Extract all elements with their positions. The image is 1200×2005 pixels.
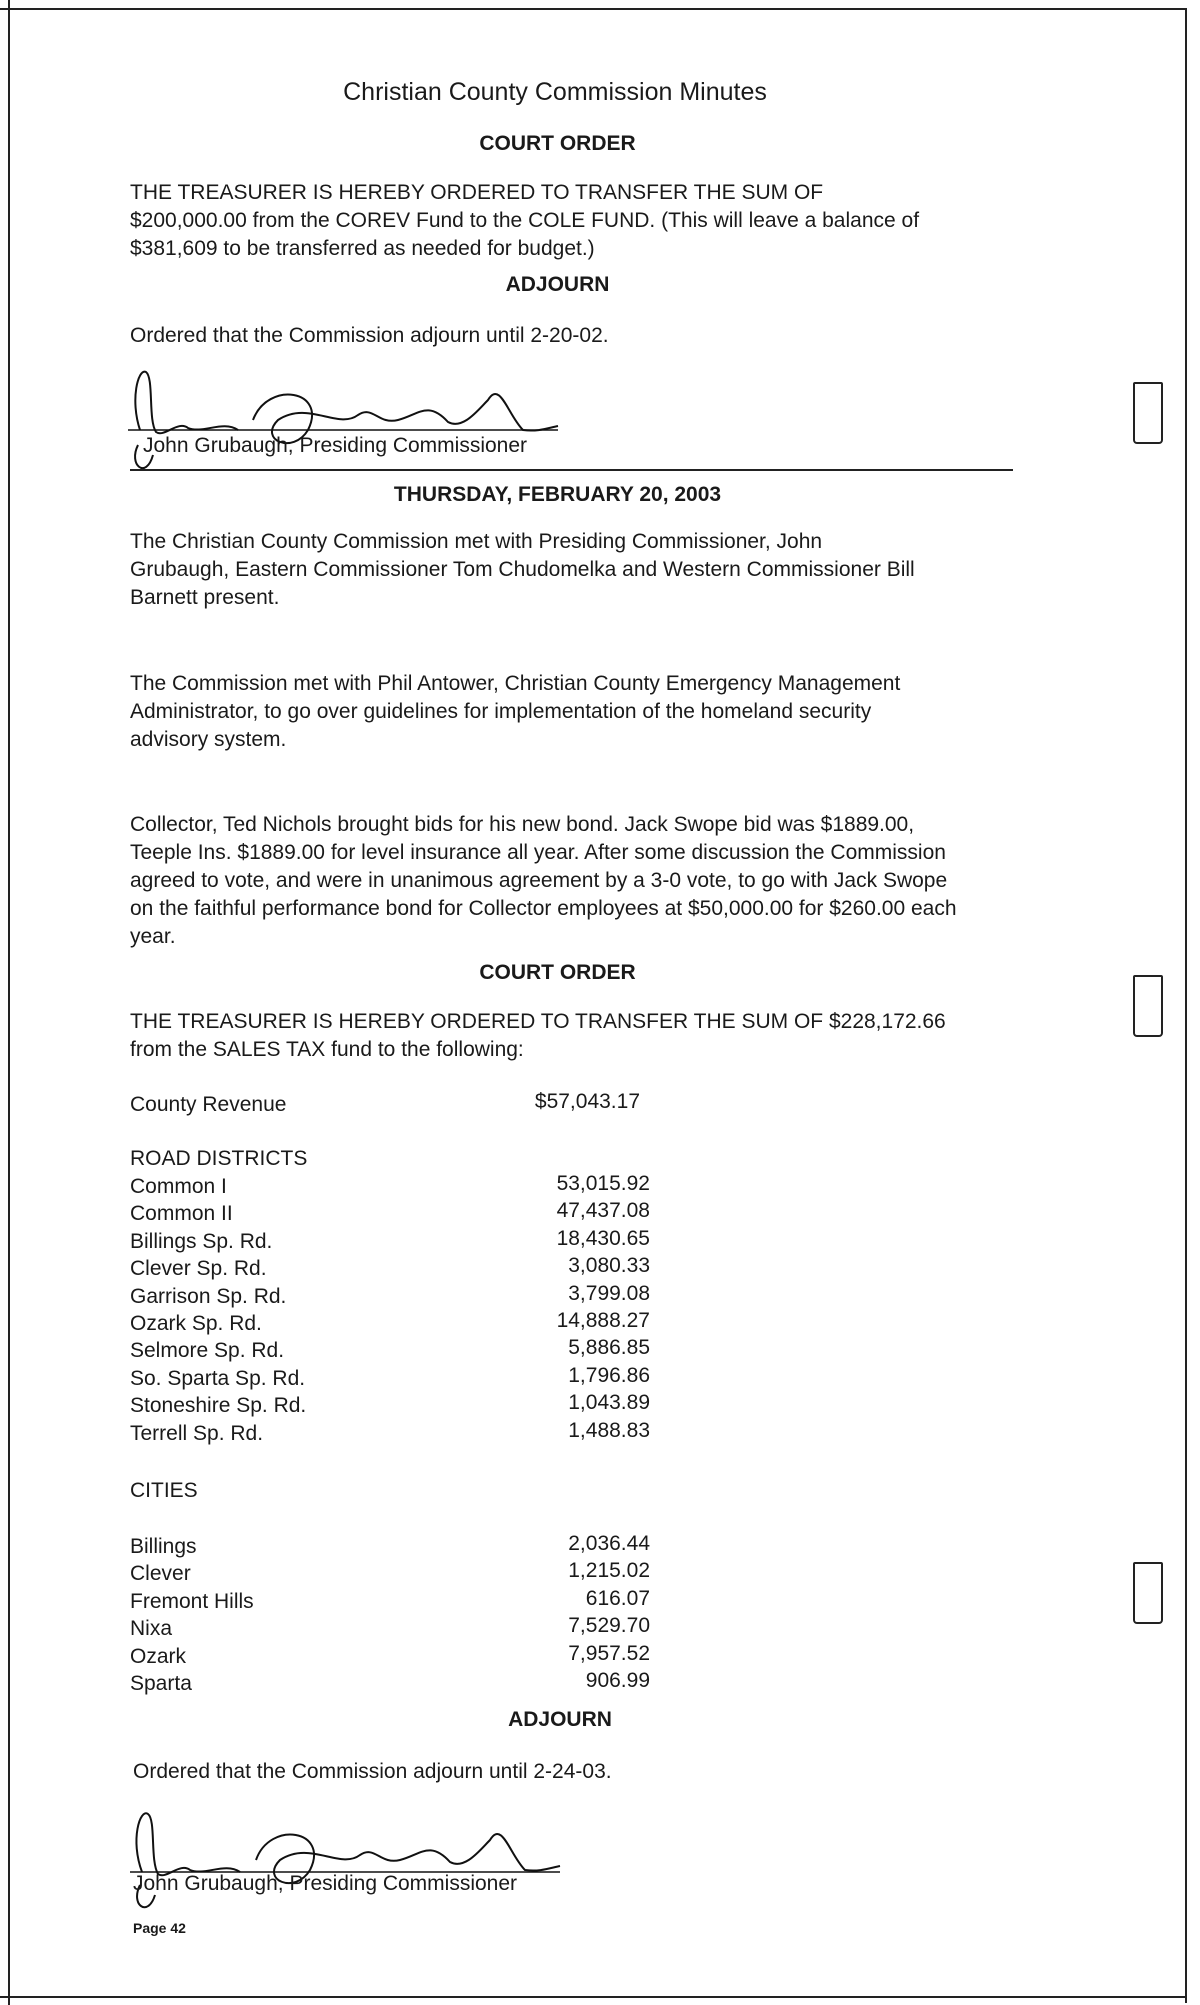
road-district-label: Clever Sp. Rd.	[130, 1257, 267, 1281]
court-order-text: THE TREASURER IS HEREBY ORDERED TO TRANSFER THE SUM OF $200,000.00 from the COREV Fund to the COLE FUND. (This will leave a balance of $381,609 to be transferred as needed for budget.)	[130, 181, 920, 260]
road-district-label: So. Sparta Sp. Rd.	[130, 1366, 306, 1390]
road-district-label: Common I	[130, 1175, 227, 1198]
city-label: Clever	[130, 1562, 191, 1586]
city-value: 906.99	[585, 1669, 650, 1692]
page-border-top	[0, 8, 1185, 10]
cities-heading: CITIES	[130, 1479, 198, 1502]
city-label: Nixa	[130, 1617, 173, 1641]
city-value: 1,215.02	[568, 1559, 650, 1583]
road-district-label: Billings Sp. Rd.	[130, 1229, 273, 1253]
city-label: Ozark	[130, 1644, 187, 1668]
city-value: 616.07	[585, 1586, 650, 1610]
road-district-value: 1,796.86	[568, 1363, 650, 1387]
adjourn-2-text: Ordered that the Commission adjourn until 2-24-03.	[133, 1760, 612, 1783]
road-district-value: 3,799.08	[568, 1281, 650, 1305]
city-label: Fremont Hills	[130, 1589, 254, 1613]
adjourn-2-heading: ADJOURN	[508, 1708, 612, 1731]
meeting-date-heading: THURSDAY, FEBRUARY 20, 2003	[393, 483, 722, 506]
margin-bracket-3	[1133, 1562, 1163, 1624]
court-order-heading: COURT ORDER	[479, 132, 636, 155]
margin-bracket-1	[1133, 382, 1163, 444]
road-district-label: Garrison Sp. Rd.	[130, 1284, 287, 1308]
road-district-value: 14,888.27	[556, 1309, 650, 1332]
road-district-label: Stoneshire Sp. Rd.	[130, 1394, 307, 1418]
road-district-value: 47,437.08	[556, 1199, 650, 1223]
city-value: 2,036.44	[568, 1532, 650, 1555]
road-districts-heading: ROAD DISTRICTS	[130, 1147, 308, 1170]
signature-scribble-2	[128, 1800, 568, 1920]
adjourn-heading: ADJOURN	[505, 273, 610, 296]
page-border-bottom	[0, 1996, 1187, 1998]
page-number: Page 42	[133, 1920, 186, 1936]
road-district-value: 53,015.92	[556, 1172, 650, 1195]
road-district-value: 5,886.85	[568, 1336, 650, 1360]
document-title: Christian County Commission Minutes	[343, 78, 767, 106]
road-district-label: Ozark Sp. Rd.	[130, 1312, 262, 1335]
collector-bond-paragraph: Collector, Ted Nichols brought bids for his new bond. Jack Swope bid was $1889.00, Teeple Ins. $1889.00 for level insurance all year. After some discussion the Commission agreed to vote, and were in unanimous agreement by a 3-0 vote, to go with Jack Swope on the faithful performance bond for Collector employees at $50,000.00 for $260.00 each year.	[130, 813, 957, 948]
road-district-label: Selmore Sp. Rd.	[130, 1339, 285, 1363]
road-district-value: 1,043.89	[568, 1391, 650, 1415]
county-revenue-value: $57,043.17	[534, 1090, 640, 1113]
city-value: 7,529.70	[568, 1614, 650, 1638]
road-district-value: 18,430.65	[556, 1226, 650, 1250]
adjourn-text: Ordered that the Commission adjourn until 2-20-02.	[130, 324, 609, 347]
emergency-management-paragraph: The Commission met with Phil Antower, Christian County Emergency Management Administrator, to go over guidelines for implementation of the homeland security advisory system.	[130, 672, 901, 751]
page-border-right	[1185, 8, 1187, 2003]
road-district-label: Terrell Sp. Rd.	[130, 1421, 264, 1445]
court-order-2-text: THE TREASURER IS HEREBY ORDERED TO TRANSFER THE SUM OF $228,172.66 from the SALES TAX fund to the following:	[130, 1010, 946, 1061]
road-district-value: 1,488.83	[568, 1418, 650, 1442]
signature-label: John Grubaugh, Presiding Commissioner	[143, 434, 528, 457]
road-district-label: Common II	[130, 1202, 233, 1226]
signature-scribble	[128, 360, 568, 480]
court-order-2-heading: COURT ORDER	[479, 961, 636, 984]
road-district-value: 3,080.33	[568, 1254, 650, 1278]
county-revenue-label: County Revenue	[130, 1093, 287, 1116]
attendance-paragraph: The Christian County Commission met with Presiding Commissioner, John Grubaugh, Eastern Commissioner Tom Chudomelka and Western Commissioner Bill Barnett present.	[130, 530, 915, 609]
page-border-left	[8, 0, 10, 2005]
signature-label-2: John Grubaugh, Presiding Commissioner	[133, 1872, 518, 1895]
city-label: Sparta	[130, 1672, 192, 1695]
margin-bracket-2	[1133, 975, 1163, 1037]
city-label: Billings	[130, 1535, 197, 1558]
section-divider	[130, 469, 1013, 471]
city-value: 7,957.52	[568, 1641, 650, 1665]
